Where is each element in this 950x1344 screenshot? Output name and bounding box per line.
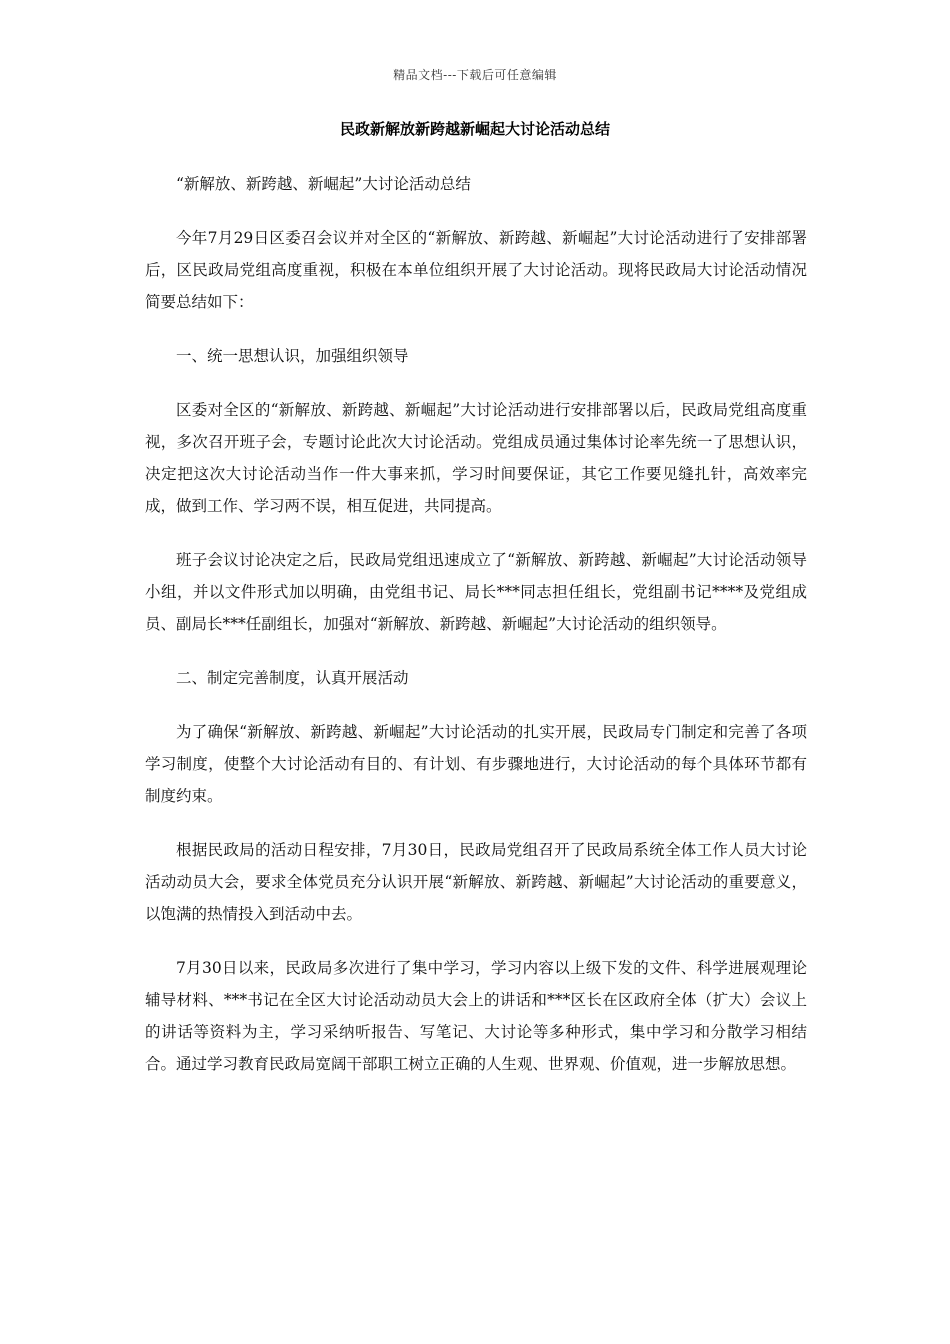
body-paragraph: 7月30日以来，民政局多次进行了集中学习，学习内容以上级下发的文件、科学进展观理论辅导材料、***书记在全区大讨论活动动员大会上的讲话和***区长在区政府全体（扩大）会议上的讲话等资料为主，学习采纳听报告、写笔记、大讨论等多种形式，集中学习和分散学习相结合。通过学习教育民政局宽阔干部职工树立正确的人生观、世界观、价值观，进一步解放思想。 [145,959,807,1073]
header-note: 精品文档---下载后可任意编辑 [393,68,557,82]
body-paragraph: 区委对全区的“新解放、新跨越、新崛起”大讨论活动进行安排部署以后，民政局党组高度重视，多次召开班子会，专题讨论此次大讨论活动。党组成员通过集体讨论率先统一了思想认识，决定把这次大讨论活动当作一件大事来抓，学习时间要保证，其它工作要见缝扎针，高效率完成，做到工作、学习两不误，相互促进，共同提高。 [145,401,807,515]
section-heading-2: 二、制定完善制度，认真开展活动 [176,669,409,687]
body-paragraph: 为了确保“新解放、新跨越、新崛起”大讨论活动的扎实开展，民政局专门制定和完善了各项学习制度，使整个大讨论活动有目的、有计划、有步骤地进行，大讨论活动的每个具体环节都有制度约束。 [145,723,807,805]
body-paragraph: 班子会议讨论决定之后，民政局党组迅速成立了“新解放、新跨越、新崛起”大讨论活动领导小组，并以文件形式加以明确，由党组书记、局长***同志担任组长，党组副书记****及党组成员、副局长***任副组长，加强对“新解放、新跨越、新崛起”大讨论活动的组织领导。 [145,551,807,633]
section-heading-1: 一、统一思想认识，加强组织领导 [176,347,409,365]
document-title: 民政新解放新跨越新崛起大讨论活动总结 [339,120,610,138]
document-body [145,168,807,1102]
intro-paragraph: 今年7月29日区委召会议并对全区的“新解放、新跨越、新崛起”大讨论活动进行了安排部署后，区民政局党组高度重视，积极在本单位组织开展了大讨论活动。现将民政局大讨论活动情况简要总结如下： [145,229,807,311]
body-paragraph: 根据民政局的活动日程安排，7月30日，民政局党组召开了民政局系统全体工作人员大讨论活动动员大会，要求全体党员充分认识开展“新解放、新跨越、新崛起”大讨论活动的重要意义，以饱满的热情投入到活动中去。 [145,841,807,923]
subtitle-paragraph: “新解放、新跨越、新崛起”大讨论活动总结 [176,175,471,193]
